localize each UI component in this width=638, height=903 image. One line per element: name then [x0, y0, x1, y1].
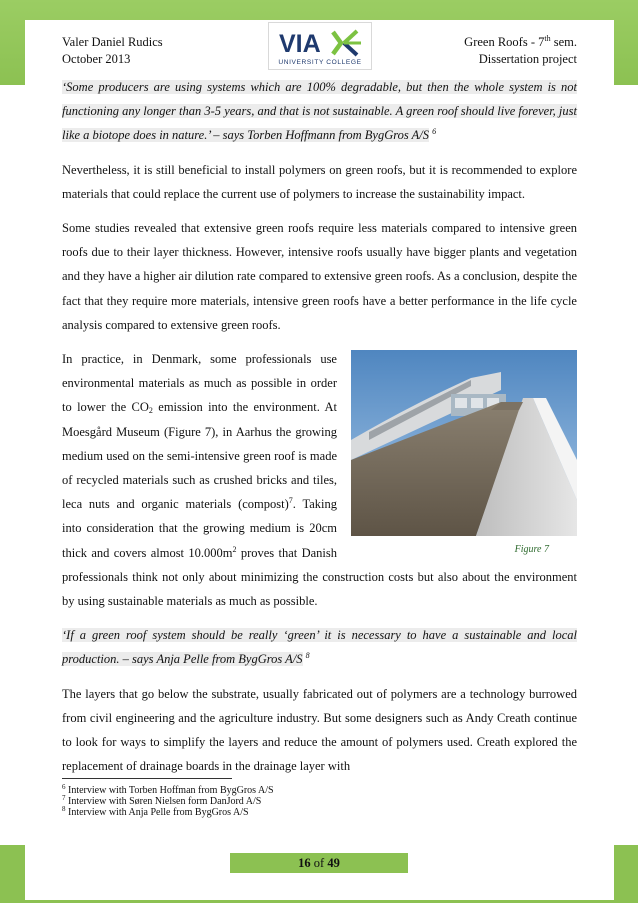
via-logo-graphic — [269, 23, 371, 69]
footnote-divider — [62, 778, 232, 779]
logo-subtitle: UNIVERSITY COLLEGE — [278, 59, 362, 66]
footnotes — [62, 778, 577, 819]
quote-pelle — [62, 623, 577, 671]
header-date: October 2013 — [62, 52, 131, 66]
footnote: $^8$ Interview with Anja Pelle from BygGros A/S — [62, 805, 249, 819]
page-number — [230, 853, 408, 873]
page-sep: of — [310, 856, 328, 870]
page-content — [62, 75, 577, 788]
course-suffix: sem. — [550, 35, 577, 49]
course-sup: th — [544, 34, 551, 43]
course-prefix: Green Roofs - 7 — [464, 35, 545, 49]
footnote-ref: 8 — [305, 651, 310, 661]
quote-text: ‘Some producers are using systems which are 100% degradable, but then the whole system is not functioning any longer than 3-5 years, and that is not sustainable. A green roof should live forever, just like a biotope does in nature.’ – says Torben Hoffmann from BygGros A/S — [62, 80, 577, 143]
author-name: Valer Daniel Rudics — [62, 35, 163, 49]
via-logo — [268, 22, 372, 70]
paragraph-moesgard: In practice, in Denmark, some professionals use environmental materials as much as possible in order to lower the $CO_2$ emission into the environment. At Moesgård Museum (Figure 7), in Aarhus the growing medium used on the semi-intensive green roof is made of recycled materials such as crushed bricks and tiles, leca nuts and organic materials (compost)$^7$. Taking into consideration that the growing medium is 20cm thick and covers almost $10.000m^2$ proves that Danish professionals think not only about minimizing the construction costs but also about the environment by using sustainable materials as much as possible. — [62, 352, 577, 609]
logo-line-icon — [344, 31, 357, 43]
figure-7 — [351, 350, 577, 555]
co2-subscript: 2 — [148, 406, 153, 416]
moesgard-roof-photo — [351, 350, 577, 536]
paragraph: Nevertheless, it is still beneficial to install polymers on green roofs, but it is recommended to explore materials that could replace the current use of polymers to increase the sustainability impact. — [62, 162, 577, 201]
figure-caption: Figure 7 — [514, 544, 549, 556]
logo-line-icon — [344, 43, 357, 55]
logo-wordmark: VIA — [279, 30, 321, 58]
paragraph: The layers that go below the substrate, usually fabricated out of polymers are a technology burrowed from civil engineering and the agriculture industry. But some designers such as Andy Creath continue to look for ways to simplify the layers and reduce the amount of polymers used. Creath explored the replacement of drainage boards in the drainage layer with — [62, 686, 577, 774]
header-left — [62, 34, 163, 68]
doc-type: Dissertation project — [478, 52, 577, 66]
footnote-ref: 6 — [432, 127, 437, 137]
footnote-ref: 7 — [288, 496, 293, 506]
logo-chevron-icon — [333, 32, 341, 54]
m2-superscript: 2 — [232, 544, 237, 554]
quote-hoffmann — [62, 75, 577, 148]
footnote: $^7$ Interview with Søren Nielsen form DanJord A/S — [62, 794, 262, 808]
quote-text: ‘If a green roof system should be really ‘green’ it is necessary to have a sustainable and local production. – says Anja Pelle from BygGros A/S — [62, 628, 577, 667]
header-right — [464, 34, 577, 68]
current-page: 16 — [298, 856, 311, 870]
paragraph: Some studies revealed that extensive green roofs require less materials compared to intensive green roofs due to their layer thickness. However, intensive roofs usually have bigger plants and vegetation and they have a higher air dilution rate compared to extensive green roofs. As a conclusion, despite the fact that they require more materials, intensive green roofs have a better performance in the life cycle analysis compared to extensive green roofs. — [62, 221, 577, 332]
footnote: $^6$ Interview with Torben Hoffman from BygGros A/S — [62, 783, 274, 796]
total-pages: 49 — [327, 856, 340, 870]
photo-graphic — [351, 350, 577, 536]
course-title — [464, 34, 577, 51]
